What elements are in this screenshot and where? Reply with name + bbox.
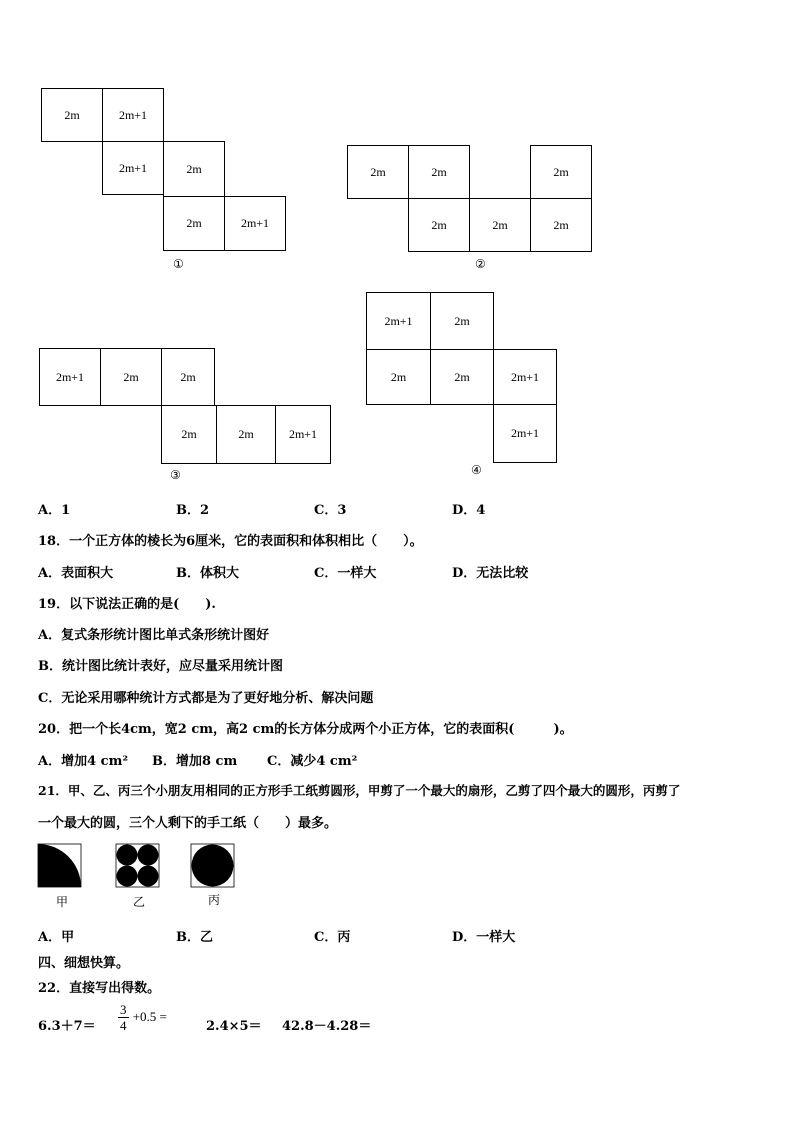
q22-expr-3: 2.4×5＝ (206, 1019, 262, 1034)
net-label: ② (475, 257, 486, 271)
net-cell: 2m (469, 198, 531, 252)
fraction (118, 1002, 129, 1033)
net-cell: 2m (408, 145, 470, 199)
q22-stem: 22．直接写出得数。 (38, 981, 161, 996)
net-cell: 2m+1 (102, 88, 164, 142)
fraction-remainder: +0.5 = (132, 1009, 167, 1024)
q20-option-a: A．增加4 cm² (38, 754, 129, 769)
net-cell: 2m+1 (39, 348, 101, 406)
q20-option-c: C．减少4 cm² (267, 754, 358, 769)
fraction-numerator: 3 (120, 1002, 127, 1017)
net-cell: 2m (163, 196, 225, 251)
q21-option-a: A．甲 (38, 930, 75, 945)
net-cell: 2m+1 (224, 196, 286, 251)
q21-stem-line1: 21．甲、乙、丙三个小朋友用相同的正方形手工纸剪圆形，甲剪了一个最大的扇形，乙剪了四个最大的圆形，丙剪了 (38, 783, 681, 798)
net-label: ① (173, 257, 184, 271)
q17-option-c: C．3 (314, 503, 347, 518)
net-cell: 2m (366, 349, 431, 405)
figure-label-jia: 甲 (56, 895, 69, 909)
q17-option-d: D．4 (452, 503, 486, 518)
four-circles-square (116, 844, 159, 887)
net-cell: 2m (530, 198, 592, 252)
net-cell: 2m (100, 348, 162, 406)
q19-option-a: A．复式条形统计图比单式条形统计图好 (38, 628, 270, 643)
q21-option-d: D．一样大 (452, 930, 516, 945)
q22-expr-4: 42.8－4.28＝ (282, 1019, 372, 1034)
q18-option-b: B．体积大 (176, 566, 239, 581)
q19-option-c: C．无论采用哪种统计方式都是为了更好地分析、解决问题 (38, 691, 374, 706)
net-cell: 2m (430, 292, 494, 350)
q17-option-b: B．2 (176, 503, 210, 518)
net-cell: 2m (430, 349, 494, 405)
q21-stem-line2: 一个最大的圆，三个人剩下的手工纸（ ）最多。 (38, 816, 338, 831)
net-cell: 2m+1 (493, 349, 557, 405)
net-cell: 2m (161, 348, 215, 406)
net-cell: 2m+1 (102, 141, 164, 195)
q22-expr-2 (118, 1002, 167, 1033)
section-4-heading: 四、细想快算。 (38, 956, 130, 971)
q21-option-c: C．丙 (314, 930, 351, 945)
q18-option-c: C．一样大 (314, 566, 377, 581)
q17-option-a: A．1 (38, 503, 71, 518)
net-cell: 2m+1 (366, 292, 431, 350)
q18-stem: 18．一个正方体的棱长为6厘米，它的表面积和体积相比（ ）。 (38, 534, 423, 549)
q18-option-a: A．表面积大 (38, 566, 114, 581)
figure-label-bing: 丙 (208, 893, 221, 907)
quarter-circle-square (38, 844, 81, 887)
q18-option-d: D．无法比较 (452, 566, 529, 581)
one-circle-square (191, 844, 234, 887)
net-cell: 2m (41, 88, 103, 142)
q19-stem: 19．以下说法正确的是( ). (38, 597, 216, 612)
q21-option-b: B．乙 (176, 930, 213, 945)
net-cell: 2m (530, 145, 592, 199)
net-cell: 2m (408, 198, 470, 252)
net-cell: 2m (216, 405, 276, 464)
net-label: ③ (170, 468, 181, 482)
q21-figure (36, 842, 246, 892)
fraction-denominator: 4 (120, 1018, 127, 1033)
q20-option-b: B．增加8 cm (152, 754, 238, 769)
q20-stem: 20．把一个长4cm，宽2 cm，高2 cm的长方体分成两个小正方体，它的表面积( )。 (38, 722, 573, 737)
q19-option-b: B．统计图比统计表好，应尽量采用统计图 (38, 659, 283, 674)
net-cell: 2m (163, 141, 225, 197)
net-cell: 2m+1 (493, 404, 557, 463)
net-label: ④ (471, 463, 482, 477)
q22-expr-1: 6.3＋7＝ (38, 1019, 96, 1034)
net-cell: 2m (347, 145, 409, 199)
net-cell: 2m+1 (275, 405, 331, 464)
figure-label-yi: 乙 (133, 895, 146, 909)
net-cell: 2m (161, 405, 217, 464)
